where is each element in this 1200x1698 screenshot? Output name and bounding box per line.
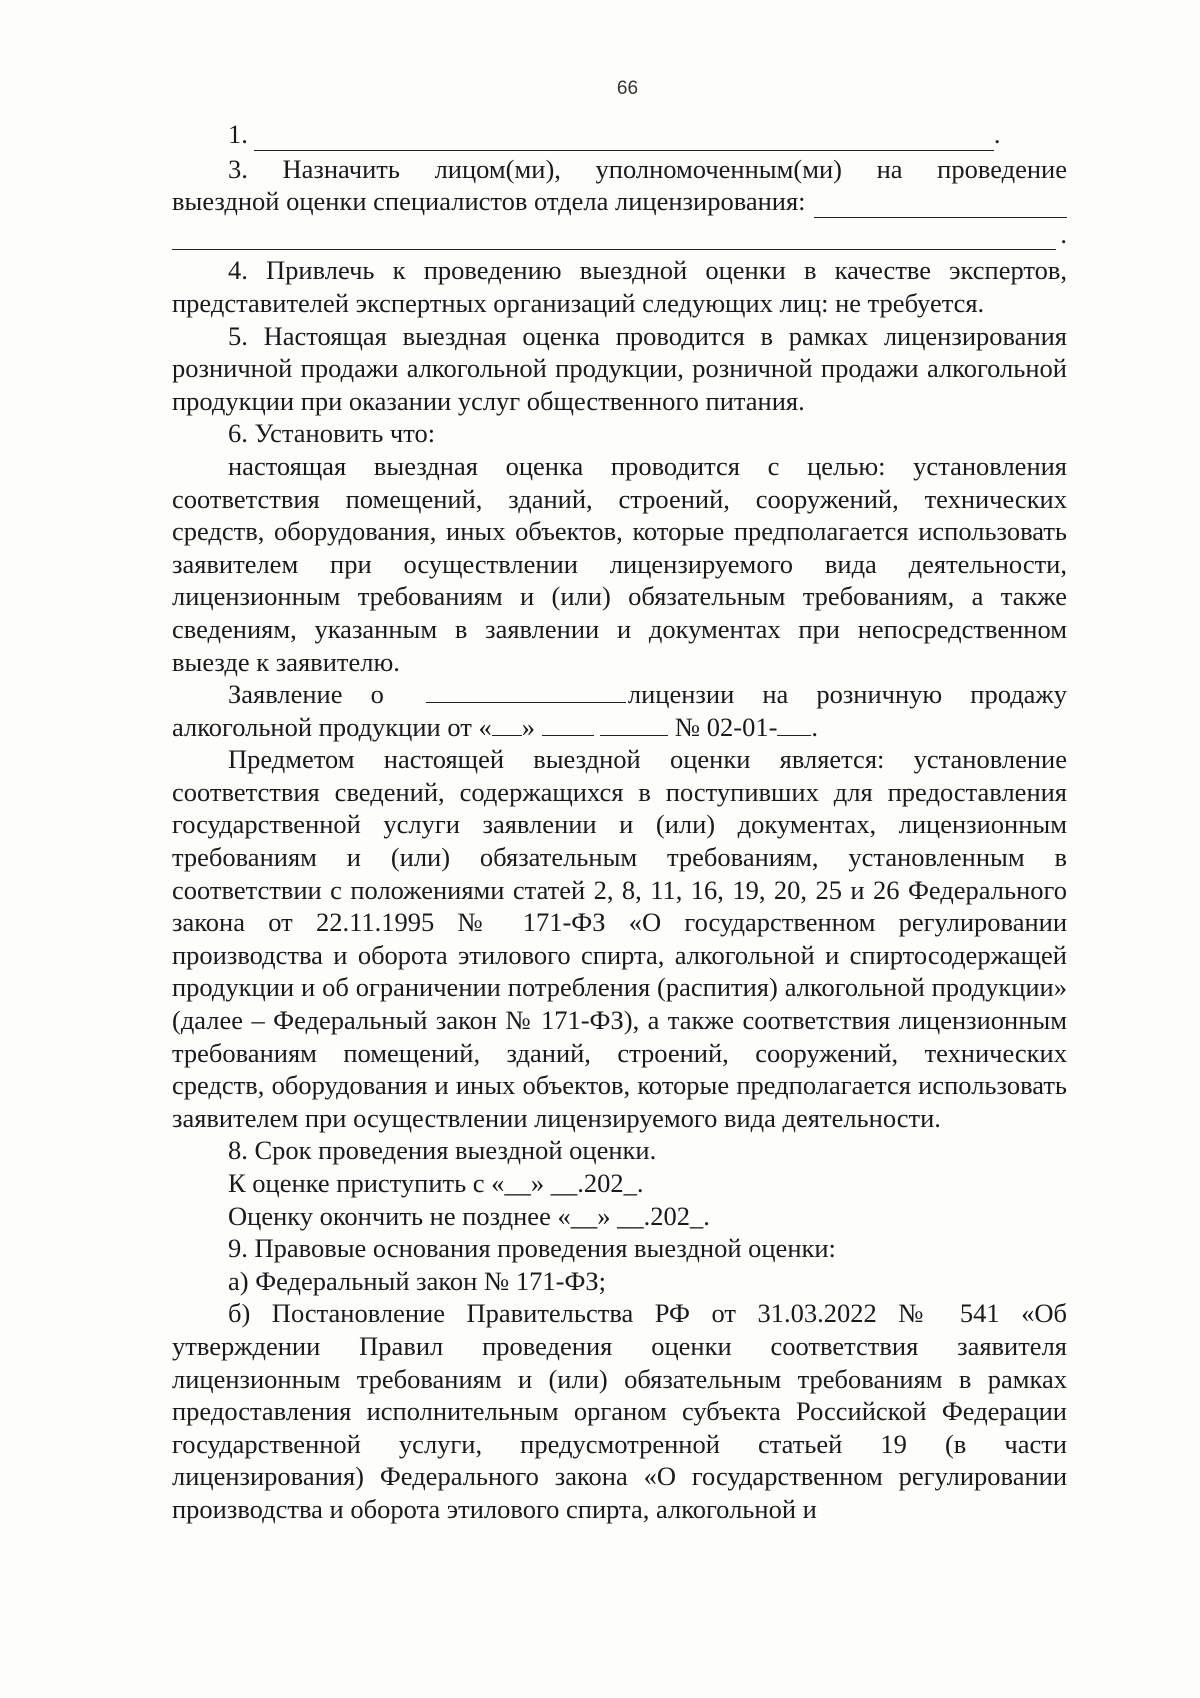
- item-3-blank-2: [172, 227, 1056, 250]
- application-mid: лицензии на розничную продажу алкогольной продукции от «: [172, 679, 1067, 742]
- application-number-blank: [777, 713, 811, 736]
- application-paragraph: [172, 678, 1067, 743]
- item-9: 9. Правовые основания проведения выездной оценки:: [228, 1233, 836, 1264]
- page-number: 66: [616, 78, 639, 99]
- item-5: 5. Настоящая выездная оценка проводится в рамках лицензирования розничной продажи алкогольной продукции, розничной продажи алкогольной продукции при оказании услуг общественного питания.: [172, 320, 1067, 416]
- item-3-blank: [814, 195, 1067, 218]
- start-date: К оценке приступить с «__» __.202_.: [228, 1168, 644, 1198]
- item-1-end: .: [993, 119, 1001, 149]
- item-6-title: 6. Установить что:: [228, 418, 436, 449]
- item-1-line: [172, 118, 1067, 151]
- item-3-text: выездной оценки специалистов отдела лицензирования:: [172, 186, 806, 217]
- item-3-tail-line: [172, 218, 1067, 251]
- finish-date: Оценку окончить не позднее «__» __.202_.: [228, 1200, 710, 1231]
- item-6-body: настоящая выездная оценка проводится с целью: установления соответствия помещений, зданий, строений, сооружений, технических средств, оборудования, иных объектов, которые предполагается использовать заявителем при осуществлении лицензируемого вида деятельности, лицензионным требованиям и (или) обязательным требованиям, а также сведениям, указанным в заявлении и документах при непосредственном выезде к заявителю.: [172, 450, 1067, 677]
- item-3-line: [172, 185, 1067, 218]
- application-number: № 02-01-: [674, 711, 778, 742]
- application-year-blank: [600, 713, 668, 736]
- subject-paragraph: Предметом настоящей выездной оценки является: установление соответствия сведений, содержащихся в поступивших для предоставления государственной услуги заявлении и (или) документах, лицензионным требованиям и (или) обязательным требованиям, установленным в соответствии с положениями статей 2, 8, 11, 16, 19, 20, 25 и 26 Федерального закона от 22.11.1995 № 171-ФЗ «О государственном регулировании производства и оборота этилового спирта, алкогольной и спиртосодержащей продукции и об ограничении потребления (распития) алкогольной продукции» (далее – Федеральный закон № 171-ФЗ), а также соответствия лицензионным требованиям помещений, зданий, строений, сооружений, технических средств, оборудования и иных объектов, которые предполагается использовать заявителем при осуществлении лицензируемого вида деятельности.: [172, 744, 1067, 1133]
- application-quote-close: »: [521, 711, 535, 742]
- item-3-end: .: [1060, 218, 1067, 249]
- item-1-number: 1.: [228, 119, 248, 149]
- application-type-blank: [426, 680, 626, 703]
- application-prefix: Заявление о: [228, 679, 384, 710]
- application-day-blank: [492, 713, 522, 736]
- item-4: 4. Привлечь к проведению выездной оценки в качестве экспертов, представителей экспертных организаций следующих лиц: не требуется.: [172, 255, 1067, 318]
- document-body: [172, 118, 1067, 1526]
- item-9a: а) Федеральный закон № 171-ФЗ;: [228, 1265, 607, 1296]
- application-month-blank: [542, 713, 594, 736]
- item-3-heading: 3. Назначить лицом(ми), уполномоченным(ми) на проведение: [228, 153, 1067, 184]
- application-end: .: [811, 711, 819, 742]
- item-8: 8. Срок проведения выездной оценки.: [228, 1135, 657, 1166]
- item-1-blank: [254, 128, 994, 151]
- item-9b: б) Постановление Правительства РФ от 31.03.2022 № 541 «Об утверждении Правил проведения оценки соответствия заявителя лицензионным требованиям и (или) обязательным требованиям в рамках предоставления исполнительным органом субъекта Российской Федерации государственной услуги, предусмотренной статьей 19 (в части лицензирования) Федерального закона «О государственном регулировании производства и оборота этилового спирта, алкогольной и: [172, 1298, 1067, 1524]
